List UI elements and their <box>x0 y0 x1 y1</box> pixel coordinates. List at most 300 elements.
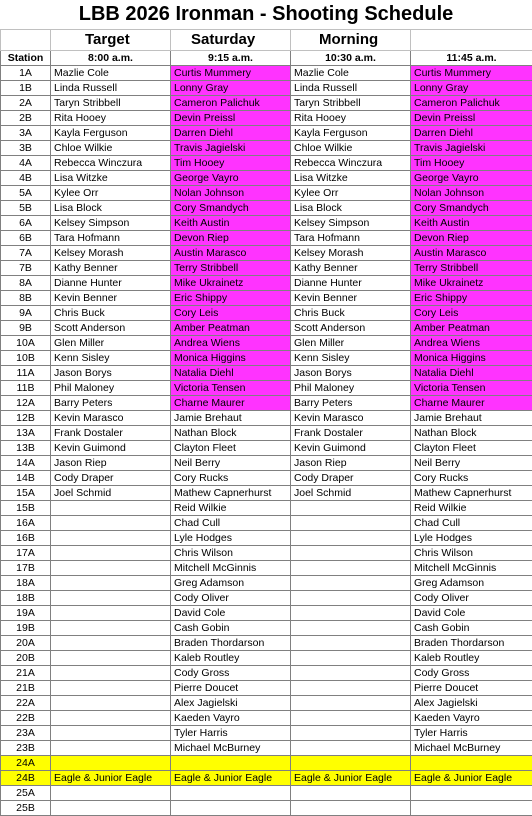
slot-1030-cell: Dianne Hunter <box>291 276 411 291</box>
station-cell: 24B <box>1 771 51 786</box>
station-cell: 11B <box>1 381 51 396</box>
table-row <box>1 321 532 336</box>
slot-1030-cell <box>291 501 411 516</box>
slot-800-cell <box>51 726 171 741</box>
header-morning: Morning <box>291 30 411 51</box>
slot-1030-cell: Phil Maloney <box>291 381 411 396</box>
slot-915-cell: Mathew Capnerhurst <box>171 486 291 501</box>
slot-1145-cell: Cameron Palichuk <box>411 96 532 111</box>
station-cell: 9B <box>1 321 51 336</box>
slot-1030-cell: Kayla Ferguson <box>291 126 411 141</box>
slot-915-cell: Cameron Palichuk <box>171 96 291 111</box>
slot-915-cell: Eagle & Junior Eagle <box>171 771 291 786</box>
slot-800-cell <box>51 516 171 531</box>
slot-915-cell: Devin Preissl <box>171 111 291 126</box>
slot-1145-cell: Cory Rucks <box>411 471 532 486</box>
slot-800-cell: Frank Dostaler <box>51 426 171 441</box>
table-row <box>1 141 532 156</box>
slot-800-cell: Taryn Stribbell <box>51 96 171 111</box>
slot-1145-cell: Cory Smandych <box>411 201 532 216</box>
slot-800-cell: Scott Anderson <box>51 321 171 336</box>
slot-1030-cell <box>291 786 411 801</box>
table-row <box>1 441 532 456</box>
slot-1030-cell: Lisa Witzke <box>291 171 411 186</box>
slot-1030-cell <box>291 561 411 576</box>
slot-915-cell <box>171 801 291 816</box>
slot-915-cell: Alex Jagielski <box>171 696 291 711</box>
station-cell: 18A <box>1 576 51 591</box>
slot-1145-cell: Mike Ukrainetz <box>411 276 532 291</box>
slot-1145-cell: Pierre Doucet <box>411 681 532 696</box>
slot-1145-cell: Cash Gobin <box>411 621 532 636</box>
slot-1145-cell: Austin Marasco <box>411 246 532 261</box>
table-row <box>1 81 532 96</box>
station-cell: 25A <box>1 786 51 801</box>
table-row <box>1 501 532 516</box>
slot-800-cell <box>51 591 171 606</box>
station-cell: 19A <box>1 606 51 621</box>
slot-1145-cell: Eagle & Junior Eagle <box>411 771 532 786</box>
slot-915-cell: Victoria Tensen <box>171 381 291 396</box>
table-row <box>1 651 532 666</box>
table-row <box>1 711 532 726</box>
slot-800-cell: Jason Riep <box>51 456 171 471</box>
slot-800-cell: Kevin Marasco <box>51 411 171 426</box>
slot-800-cell: Barry Peters <box>51 396 171 411</box>
table-row <box>1 561 532 576</box>
station-cell: 1B <box>1 81 51 96</box>
slot-1030-cell <box>291 726 411 741</box>
slot-1030-cell: Joel Schmid <box>291 486 411 501</box>
slot-915-cell: Neil Berry <box>171 456 291 471</box>
table-row <box>1 681 532 696</box>
slot-800-cell: Chris Buck <box>51 306 171 321</box>
station-cell: 22B <box>1 711 51 726</box>
slot-1145-cell: Chris Wilson <box>411 546 532 561</box>
slot-1030-cell <box>291 801 411 816</box>
slot-915-cell: Chris Wilson <box>171 546 291 561</box>
station-cell: 21A <box>1 666 51 681</box>
slot-1145-cell: George Vayro <box>411 171 532 186</box>
slot-1030-cell: Barry Peters <box>291 396 411 411</box>
slot-800-cell <box>51 576 171 591</box>
station-cell: 4B <box>1 171 51 186</box>
slot-1030-cell: Kathy Benner <box>291 261 411 276</box>
table-row <box>1 621 532 636</box>
slot-800-cell: Joel Schmid <box>51 486 171 501</box>
slot-1145-cell: Eric Shippy <box>411 291 532 306</box>
slot-915-cell: Braden Thordarson <box>171 636 291 651</box>
slot-800-cell <box>51 696 171 711</box>
slot-800-cell: Kayla Ferguson <box>51 126 171 141</box>
table-row <box>1 756 532 771</box>
slot-915-cell: Keith Austin <box>171 216 291 231</box>
slot-1145-cell: Cody Gross <box>411 666 532 681</box>
slot-1145-cell: Devon Riep <box>411 231 532 246</box>
slot-800-cell <box>51 561 171 576</box>
slot-1145-cell <box>411 786 532 801</box>
slot-800-cell <box>51 501 171 516</box>
slot-1030-cell: Kevin Benner <box>291 291 411 306</box>
station-cell: 17A <box>1 546 51 561</box>
slot-1030-cell <box>291 741 411 756</box>
station-cell: 23A <box>1 726 51 741</box>
slot-1145-cell: Clayton Fleet <box>411 441 532 456</box>
slot-800-cell: Dianne Hunter <box>51 276 171 291</box>
table-row <box>1 126 532 141</box>
slot-1145-cell: Braden Thordarson <box>411 636 532 651</box>
slot-915-cell: Terry Stribbell <box>171 261 291 276</box>
slot-800-cell: Kylee Orr <box>51 186 171 201</box>
slot-915-cell: David Cole <box>171 606 291 621</box>
table-row <box>1 171 532 186</box>
slot-800-cell: Lisa Witzke <box>51 171 171 186</box>
slot-800-cell <box>51 681 171 696</box>
slot-1030-cell <box>291 636 411 651</box>
slot-1145-cell: Neil Berry <box>411 456 532 471</box>
slot-1145-cell: Mitchell McGinnis <box>411 561 532 576</box>
station-cell: 9A <box>1 306 51 321</box>
slot-915-cell: Mike Ukrainetz <box>171 276 291 291</box>
slot-915-cell: Natalia Diehl <box>171 366 291 381</box>
slot-1145-cell: Jamie Brehaut <box>411 411 532 426</box>
slot-1030-cell: Taryn Stribbell <box>291 96 411 111</box>
slot-1145-cell: Tyler Harris <box>411 726 532 741</box>
slot-915-cell: Devon Riep <box>171 231 291 246</box>
slot-915-cell: Reid Wilkie <box>171 501 291 516</box>
table-row <box>1 291 532 306</box>
col-1145: 11:45 a.m. <box>411 51 532 66</box>
table-row <box>1 396 532 411</box>
station-cell: 7B <box>1 261 51 276</box>
slot-800-cell <box>51 546 171 561</box>
table-row <box>1 606 532 621</box>
col-1030: 10:30 a.m. <box>291 51 411 66</box>
slot-1030-cell <box>291 651 411 666</box>
slot-800-cell: Kenn Sisley <box>51 351 171 366</box>
table-row <box>1 696 532 711</box>
table-row <box>1 486 532 501</box>
slot-1030-cell: Scott Anderson <box>291 321 411 336</box>
slot-800-cell <box>51 666 171 681</box>
slot-1145-cell: Reid Wilkie <box>411 501 532 516</box>
slot-800-cell: Jason Borys <box>51 366 171 381</box>
station-cell: 8B <box>1 291 51 306</box>
station-cell: 22A <box>1 696 51 711</box>
station-cell: 15B <box>1 501 51 516</box>
slot-1145-cell: Darren Diehl <box>411 126 532 141</box>
table-row <box>1 411 532 426</box>
slot-915-cell: Chad Cull <box>171 516 291 531</box>
table-row <box>1 786 532 801</box>
station-cell: 1A <box>1 66 51 81</box>
station-cell: 6A <box>1 216 51 231</box>
slot-800-cell <box>51 786 171 801</box>
station-cell: 13A <box>1 426 51 441</box>
slot-1030-cell: Linda Russell <box>291 81 411 96</box>
slot-915-cell: Kaleb Routley <box>171 651 291 666</box>
slot-800-cell <box>51 756 171 771</box>
slot-915-cell: Kaeden Vayro <box>171 711 291 726</box>
slot-1030-cell: Jason Borys <box>291 366 411 381</box>
schedule-body <box>1 30 532 816</box>
slot-1145-cell: Terry Stribbell <box>411 261 532 276</box>
station-cell: 15A <box>1 486 51 501</box>
slot-1145-cell: Travis Jagielski <box>411 141 532 156</box>
col-station: Station <box>1 51 51 66</box>
station-cell: 12A <box>1 396 51 411</box>
slot-915-cell: Cory Leis <box>171 306 291 321</box>
slot-1145-cell: David Cole <box>411 606 532 621</box>
slot-1030-cell: Chloe Wilkie <box>291 141 411 156</box>
slot-800-cell: Rita Hooey <box>51 111 171 126</box>
table-row <box>1 246 532 261</box>
slot-1145-cell: Kaleb Routley <box>411 651 532 666</box>
station-cell: 14A <box>1 456 51 471</box>
station-cell: 10B <box>1 351 51 366</box>
slot-915-cell: Lonny Gray <box>171 81 291 96</box>
table-row <box>1 111 532 126</box>
station-cell: 8A <box>1 276 51 291</box>
table-row <box>1 156 532 171</box>
header-row <box>1 30 532 51</box>
slot-1030-cell: Mazlie Cole <box>291 66 411 81</box>
table-row <box>1 231 532 246</box>
slot-915-cell: Pierre Doucet <box>171 681 291 696</box>
slot-1145-cell: Michael McBurney <box>411 741 532 756</box>
slot-915-cell: Travis Jagielski <box>171 141 291 156</box>
slot-1145-cell: Natalia Diehl <box>411 366 532 381</box>
slot-1030-cell: Cody Draper <box>291 471 411 486</box>
header-spacer <box>1 30 51 51</box>
slot-1030-cell: Kylee Orr <box>291 186 411 201</box>
slot-1030-cell: Rita Hooey <box>291 111 411 126</box>
slot-800-cell <box>51 711 171 726</box>
table-row <box>1 471 532 486</box>
station-cell: 2B <box>1 111 51 126</box>
slot-800-cell: Kathy Benner <box>51 261 171 276</box>
slot-800-cell: Lisa Block <box>51 201 171 216</box>
slot-800-cell <box>51 606 171 621</box>
table-row <box>1 726 532 741</box>
slot-1030-cell: Lisa Block <box>291 201 411 216</box>
table-row <box>1 576 532 591</box>
slot-1030-cell: Frank Dostaler <box>291 426 411 441</box>
slot-800-cell: Kevin Benner <box>51 291 171 306</box>
station-cell: 21B <box>1 681 51 696</box>
slot-915-cell: Cody Gross <box>171 666 291 681</box>
table-row <box>1 216 532 231</box>
slot-1145-cell: Tim Hooey <box>411 156 532 171</box>
station-cell: 6B <box>1 231 51 246</box>
station-cell: 20B <box>1 651 51 666</box>
slot-800-cell <box>51 651 171 666</box>
slot-915-cell: Tim Hooey <box>171 156 291 171</box>
table-row <box>1 426 532 441</box>
table-row <box>1 516 532 531</box>
schedule-table <box>0 29 532 816</box>
station-cell: 13B <box>1 441 51 456</box>
slot-1145-cell: Cody Oliver <box>411 591 532 606</box>
slot-1145-cell: Lonny Gray <box>411 81 532 96</box>
slot-800-cell <box>51 621 171 636</box>
col-800: 8:00 a.m. <box>51 51 171 66</box>
slot-800-cell: Kelsey Morash <box>51 246 171 261</box>
station-cell: 2A <box>1 96 51 111</box>
slot-1030-cell: Kenn Sisley <box>291 351 411 366</box>
slot-1145-cell <box>411 756 532 771</box>
slot-800-cell <box>51 636 171 651</box>
station-cell: 7A <box>1 246 51 261</box>
table-row <box>1 276 532 291</box>
station-cell: 20A <box>1 636 51 651</box>
slot-1030-cell <box>291 696 411 711</box>
slot-915-cell: Cory Rucks <box>171 471 291 486</box>
slot-1145-cell: Alex Jagielski <box>411 696 532 711</box>
slot-1145-cell: Mathew Capnerhurst <box>411 486 532 501</box>
slot-1030-cell <box>291 546 411 561</box>
table-row <box>1 261 532 276</box>
table-row <box>1 381 532 396</box>
slot-1030-cell: Tara Hofmann <box>291 231 411 246</box>
slot-915-cell: Charne Maurer <box>171 396 291 411</box>
slot-1030-cell <box>291 666 411 681</box>
table-row <box>1 546 532 561</box>
header-blank <box>411 30 532 51</box>
slot-1145-cell: Charne Maurer <box>411 396 532 411</box>
station-cell: 14B <box>1 471 51 486</box>
slot-915-cell: Curtis Mummery <box>171 66 291 81</box>
slot-1145-cell: Curtis Mummery <box>411 66 532 81</box>
slot-915-cell: Cash Gobin <box>171 621 291 636</box>
slot-1145-cell: Kaeden Vayro <box>411 711 532 726</box>
slot-800-cell: Linda Russell <box>51 81 171 96</box>
slot-1030-cell: Eagle & Junior Eagle <box>291 771 411 786</box>
table-row <box>1 741 532 756</box>
station-cell: 18B <box>1 591 51 606</box>
slot-1145-cell: Keith Austin <box>411 216 532 231</box>
station-cell: 10A <box>1 336 51 351</box>
table-row <box>1 366 532 381</box>
slot-800-cell: Glen Miller <box>51 336 171 351</box>
slot-1030-cell <box>291 606 411 621</box>
slot-800-cell <box>51 801 171 816</box>
slot-1030-cell: Rebecca Winczura <box>291 156 411 171</box>
slot-1030-cell <box>291 531 411 546</box>
slot-800-cell: Rebecca Winczura <box>51 156 171 171</box>
table-row <box>1 666 532 681</box>
slot-1030-cell <box>291 756 411 771</box>
slot-915-cell: Eric Shippy <box>171 291 291 306</box>
slot-800-cell <box>51 531 171 546</box>
slot-915-cell: Andrea Wiens <box>171 336 291 351</box>
slot-800-cell: Chloe Wilkie <box>51 141 171 156</box>
slot-915-cell: Tyler Harris <box>171 726 291 741</box>
slot-1030-cell: Kevin Marasco <box>291 411 411 426</box>
slot-800-cell: Kevin Guimond <box>51 441 171 456</box>
slot-915-cell: Greg Adamson <box>171 576 291 591</box>
slot-1030-cell <box>291 681 411 696</box>
station-cell: 17B <box>1 561 51 576</box>
slot-1030-cell <box>291 516 411 531</box>
slot-1030-cell <box>291 621 411 636</box>
header-saturday: Saturday <box>171 30 291 51</box>
station-cell: 25B <box>1 801 51 816</box>
slot-915-cell <box>171 756 291 771</box>
slot-800-cell: Kelsey Simpson <box>51 216 171 231</box>
slot-1145-cell: Cory Leis <box>411 306 532 321</box>
table-row <box>1 591 532 606</box>
slot-915-cell: Lyle Hodges <box>171 531 291 546</box>
slot-1030-cell: Jason Riep <box>291 456 411 471</box>
slot-1145-cell: Devin Preissl <box>411 111 532 126</box>
table-row <box>1 351 532 366</box>
slot-1145-cell: Greg Adamson <box>411 576 532 591</box>
slot-915-cell: Cody Oliver <box>171 591 291 606</box>
table-row <box>1 456 532 471</box>
slot-1145-cell: Nathan Block <box>411 426 532 441</box>
slot-1030-cell <box>291 576 411 591</box>
table-row <box>1 186 532 201</box>
table-row <box>1 306 532 321</box>
slot-915-cell: Amber Peatman <box>171 321 291 336</box>
slot-1145-cell: Amber Peatman <box>411 321 532 336</box>
slot-1030-cell: Chris Buck <box>291 306 411 321</box>
station-cell: 11A <box>1 366 51 381</box>
station-cell: 12B <box>1 411 51 426</box>
station-cell: 16A <box>1 516 51 531</box>
station-cell: 23B <box>1 741 51 756</box>
slot-800-cell: Mazlie Cole <box>51 66 171 81</box>
slot-800-cell: Eagle & Junior Eagle <box>51 771 171 786</box>
station-cell: 24A <box>1 756 51 771</box>
table-row <box>1 531 532 546</box>
page-title: LBB 2026 Ironman - Shooting Schedule <box>0 0 532 29</box>
slot-915-cell: Monica Higgins <box>171 351 291 366</box>
slot-915-cell <box>171 786 291 801</box>
table-row <box>1 336 532 351</box>
slot-1145-cell: Chad Cull <box>411 516 532 531</box>
table-row <box>1 801 532 816</box>
slot-915-cell: Darren Diehl <box>171 126 291 141</box>
slot-915-cell: Mitchell McGinnis <box>171 561 291 576</box>
slot-1030-cell <box>291 711 411 726</box>
station-cell: 5A <box>1 186 51 201</box>
slot-1145-cell: Nolan Johnson <box>411 186 532 201</box>
slot-915-cell: Austin Marasco <box>171 246 291 261</box>
column-header-row <box>1 51 532 66</box>
slot-800-cell: Cody Draper <box>51 471 171 486</box>
slot-1030-cell: Kelsey Morash <box>291 246 411 261</box>
slot-1145-cell <box>411 801 532 816</box>
slot-1145-cell: Monica Higgins <box>411 351 532 366</box>
slot-1030-cell: Glen Miller <box>291 336 411 351</box>
slot-1030-cell: Kevin Guimond <box>291 441 411 456</box>
slot-1030-cell <box>291 591 411 606</box>
table-row <box>1 771 532 786</box>
station-cell: 19B <box>1 621 51 636</box>
station-cell: 3B <box>1 141 51 156</box>
slot-915-cell: Michael McBurney <box>171 741 291 756</box>
table-row <box>1 96 532 111</box>
station-cell: 5B <box>1 201 51 216</box>
slot-800-cell: Phil Maloney <box>51 381 171 396</box>
slot-915-cell: Clayton Fleet <box>171 441 291 456</box>
header-target: Target <box>51 30 171 51</box>
slot-1145-cell: Andrea Wiens <box>411 336 532 351</box>
slot-1145-cell: Lyle Hodges <box>411 531 532 546</box>
station-cell: 16B <box>1 531 51 546</box>
